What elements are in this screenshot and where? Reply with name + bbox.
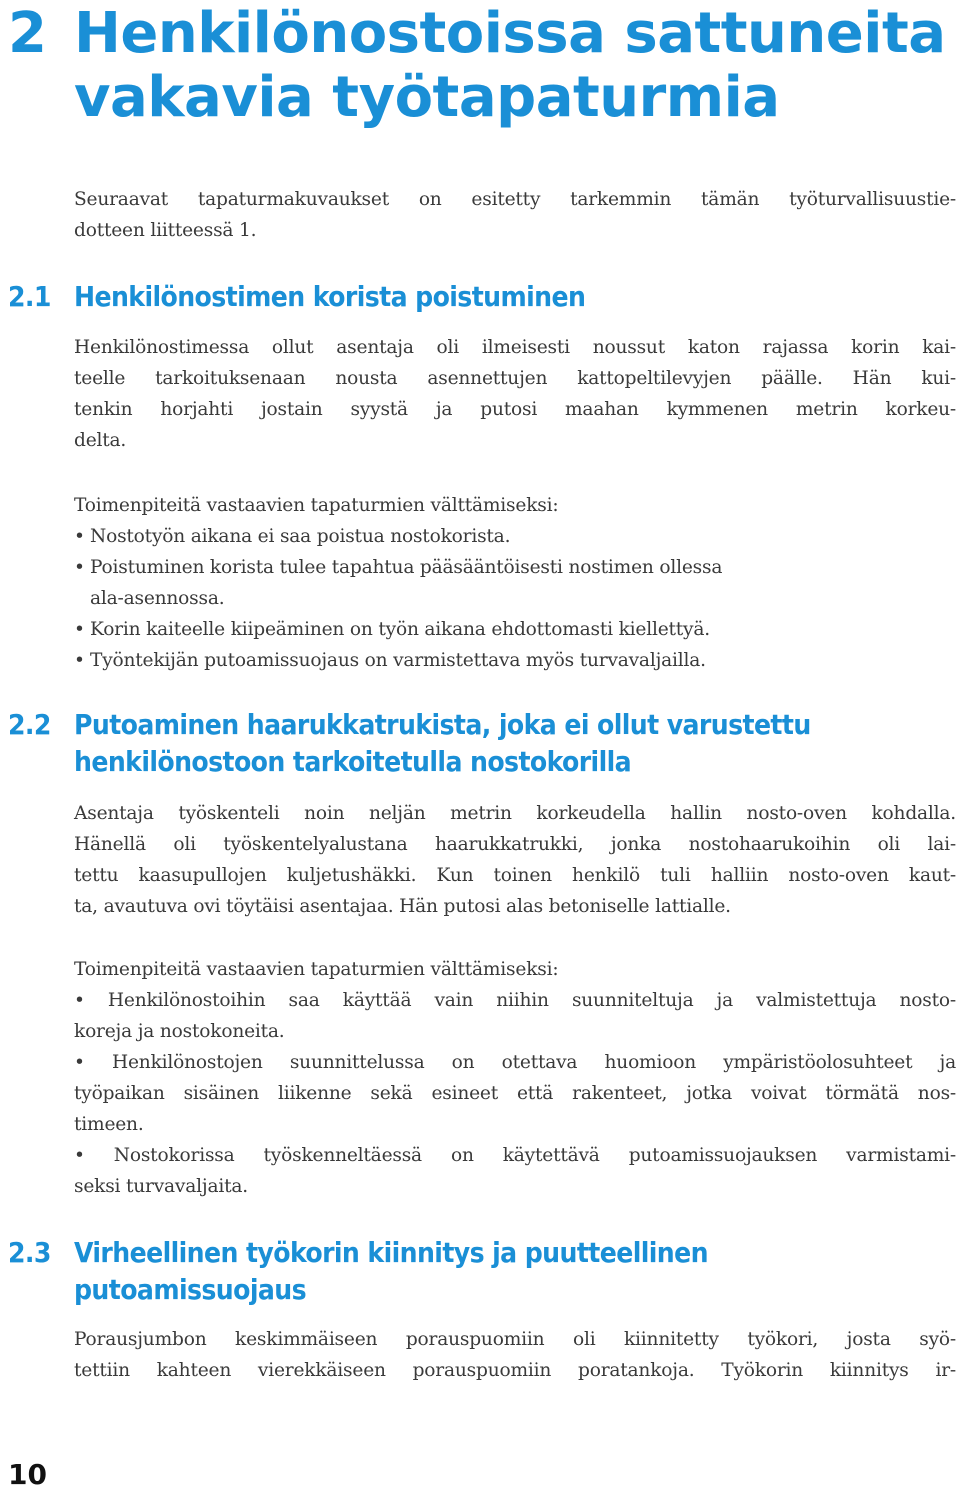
section-title: Putoaminen haarukkatrukista, joka ei ollut varustettu: [74, 708, 811, 741]
bullet-icon: •: [74, 650, 85, 671]
bullet-icon: •: [74, 557, 85, 578]
section-number: 2.3: [8, 1236, 51, 1269]
section-2-1-measures: [74, 490, 956, 676]
list-item: • Henkilönostojen suunnittelussa on otettava huomioon ympäristöolosuhteet ja: [74, 1052, 956, 1073]
list-item: • Korin kaiteelle kiipeäminen on työn aikana ehdottomasti kiellettyä.: [74, 614, 956, 645]
list-item-continuation: ala-asennossa.: [90, 588, 225, 609]
bullet-icon: •: [74, 526, 85, 547]
list-item-continuation: koreja ja nostokoneita.: [74, 1021, 285, 1042]
section-2-2-paragraph: Asentaja työskenteli noin neljän metrin korkeudella hallin nosto-oven kohdalla. Hänellä oli työskentelyalustana haarukkatrukki, jonka nostohaarukoihin oli lai- tettu kaasupullojen kuljetushäkki. Kun toinen henkilö tuli halliin nosto-oven kaut- ta, avautuva ovi töytäisi asentajaa. Hän putosi alas betoniselle lattialle.: [74, 803, 956, 917]
section-2-2-measures: [74, 954, 956, 1202]
bullet-icon: •: [74, 990, 108, 1011]
section-title: Henkilönostimen korista poistuminen: [74, 280, 586, 313]
bullet-icon: •: [74, 1145, 114, 1166]
section-number: 2.1: [8, 280, 51, 313]
list-item: • Nostotyön aikana ei saa poistua nostokorista.: [74, 521, 956, 552]
section-2-1-paragraph: Henkilönostimessa ollut asentaja oli ilmeisesti noussut katon rajassa korin kai- teelle tarkoituksenaan nousta asennettujen kattopeltilevyjen päälle. Hän kui- tenkin horjahti jostain syystä ja putosi maahan kymmenen metrin korkeu- delta.: [74, 337, 956, 451]
chapter-number: 2: [8, 1, 47, 66]
list-item: • Henkilönostoihin saa käyttää vain niihin suunniteltuja ja valmistettuja nosto-: [74, 990, 956, 1011]
section-2-3-paragraph: Porausjumbon keskimmäiseen porauspuomiin oli kiinnitetty työkori, josta syö- tettiin kahteen vierekkäiseen porauspuomiin poratankoja. Työkorin kiinnitys ir-: [74, 1329, 956, 1381]
list-item: • Nostokorissa työskenneltäessä on käytettävä putoamissuojauksen varmistami-: [74, 1145, 956, 1166]
intro-paragraph: Seuraavat tapaturmakuvaukset on esitetty tarkemmin tämän työturvallisuustie- dotteen liitteessä 1.: [74, 189, 956, 241]
section-title: Virheellinen työkorin kiinnitys ja puutteellinen: [74, 1236, 708, 1269]
list-item-continuation: timeen.: [74, 1114, 144, 1135]
chapter-heading-line1: 2 Henkilönostoissa sattuneita: [8, 1, 946, 66]
bullet-icon: •: [74, 619, 85, 640]
section-2-3-heading: 2.3 Virheellinen työkorin kiinnitys ja puutteellinen putoamissuojaus: [8, 1236, 708, 1306]
measures-label: Toimenpiteitä vastaavien tapaturmien välttämiseksi:: [74, 959, 559, 980]
section-2-1-heading: [8, 278, 585, 315]
chapter-heading-line2: vakavia työtapaturmia: [74, 65, 780, 130]
page-number: 10: [8, 1458, 47, 1491]
section-2-2-heading: 2.2 Putoaminen haarukkatrukista, joka ei ollut varustettu henkilönostoon tarkoitetulla nostokorilla: [8, 708, 811, 778]
chapter-heading: [8, 2, 946, 130]
bullet-icon: •: [74, 1052, 112, 1073]
measures-label: Toimenpiteitä vastaavien tapaturmien välttämiseksi:: [74, 495, 559, 516]
section-number: 2.2: [8, 708, 51, 741]
list-item-continuation: seksi turvavaljaita.: [74, 1176, 248, 1197]
list-item: • Työntekijän putoamissuojaus on varmistettava myös turvavaljailla.: [74, 645, 956, 676]
list-item: • Poistuminen korista tulee tapahtua pääsääntöisesti nostimen ollessa: [74, 552, 956, 583]
list-item-continuation: työpaikan sisäinen liikenne sekä esineet että rakenteet, jotka voivat törmätä nos-: [74, 1083, 956, 1104]
